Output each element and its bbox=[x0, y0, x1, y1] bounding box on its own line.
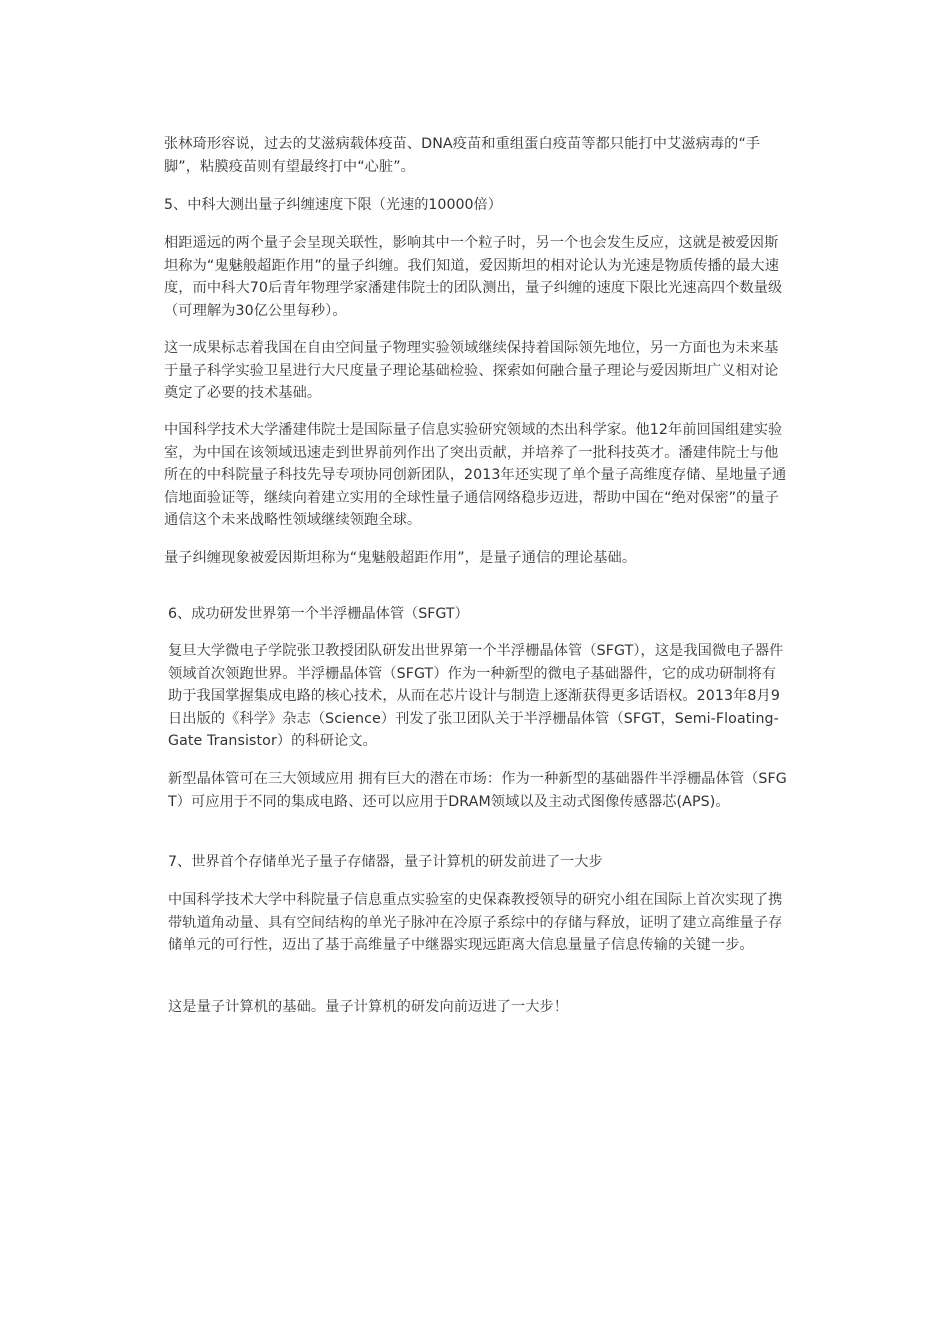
section-6-heading: 6、成功研发世界第一个半浮栅晶体管（SFGT） bbox=[168, 606, 469, 622]
section-5-paragraph-3: 中国科学技术大学潘建伟院士是国际量子信息实验研究领域的杰出科学家。他12年前回国组建实验室，为中国在该领域迅速走到世界前列作出了突出贡献，并培养了一批科技英才。潘建伟院士与他所在的中科院量子科技先导专项协同创新团队，2013年还实现了单个量子高维度存储、星地量子通信地面验证等，继续向着建立实用的全球性量子通信网络稳步迈进，帮助中国在“绝对保密”的量子通信这个未来战略性领域继续领跑全球。 bbox=[164, 422, 787, 529]
section-5-paragraph-2: 这一成果标志着我国在自由空间量子物理实验领域继续保持着国际领先地位，另一方面也为未来基于量子科学实验卫星进行大尺度量子理论基础检验、探索如何融合量子理论与爱因斯坦广义相对论奠定了必要的技术基础。 bbox=[164, 340, 779, 402]
section-6-paragraph-2: 新型晶体管可在三大领域应用 拥有巨大的潜在市场：作为一种新型的基础器件半浮栅晶体管（SFGT）可应用于不同的集成电路、还可以应用于DRAM领域以及主动式图像传感器芯(APS)。 bbox=[168, 771, 787, 810]
intro-paragraph: 张林琦形容说，过去的艾滋病载体疫苗、DNA疫苗和重组蛋白疫苗等都只能打中艾滋病毒的“手脚”，粘膜疫苗则有望最终打中“心脏”。 bbox=[164, 136, 761, 175]
section-5-paragraph-4: 量子纠缠现象被爱因斯坦称为“鬼魅般超距作用”，是量子通信的理论基础。 bbox=[164, 550, 637, 566]
section-5-paragraph-1: 相距遥远的两个量子会呈现关联性，影响其中一个粒子时，另一个也会发生反应，这就是被爱因斯坦称为“鬼魅般超距作用”的量子纠缠。我们知道，爱因斯坦的相对论认为光速是物质传播的最大速度，而中科大70后青年物理学家潘建伟院士的团队测出，量子纠缠的速度下限比光速高四个数量级（可理解为30亿公里每秒）。 bbox=[164, 235, 783, 319]
section-7-paragraph-1: 中国科学技术大学中科院量子信息重点实验室的史保森教授领导的研究小组在国际上首次实现了携带轨道角动量、具有空间结构的单光子脉冲在冷原子系综中的存储与释放，证明了建立高维量子存储单元的可行性，迈出了基于高维量子中继器实现远距离大信息量量子信息传输的关键一步。 bbox=[168, 892, 783, 954]
section-7-paragraph-2: 这是量子计算机的基础。量子计算机的研发向前迈进了一大步！ bbox=[168, 999, 569, 1015]
section-6-paragraph-1: 复旦大学微电子学院张卫教授团队研发出世界第一个半浮栅晶体管（SFGT），这是我国微电子器件领域首次领跑世界。半浮栅晶体管（SFGT）作为一种新型的微电子基础器件，它的成功研制将有助于我国掌握集成电路的核心技术，从而在芯片设计与制造上逐渐获得更多话语权。2013年8月9日出版的《科学》杂志（Science）刊发了张卫团队关于半浮栅晶体管（SFGT，Semi-Floating-Gate Transistor）的科研论文。 bbox=[168, 643, 784, 750]
section-7-heading: 7、世界首个存储单光子量子存储器，量子计算机的研发前进了一大步 bbox=[168, 854, 603, 870]
section-5-heading: 5、中科大测出量子纠缠速度下限（光速的10000倍） bbox=[164, 197, 502, 213]
